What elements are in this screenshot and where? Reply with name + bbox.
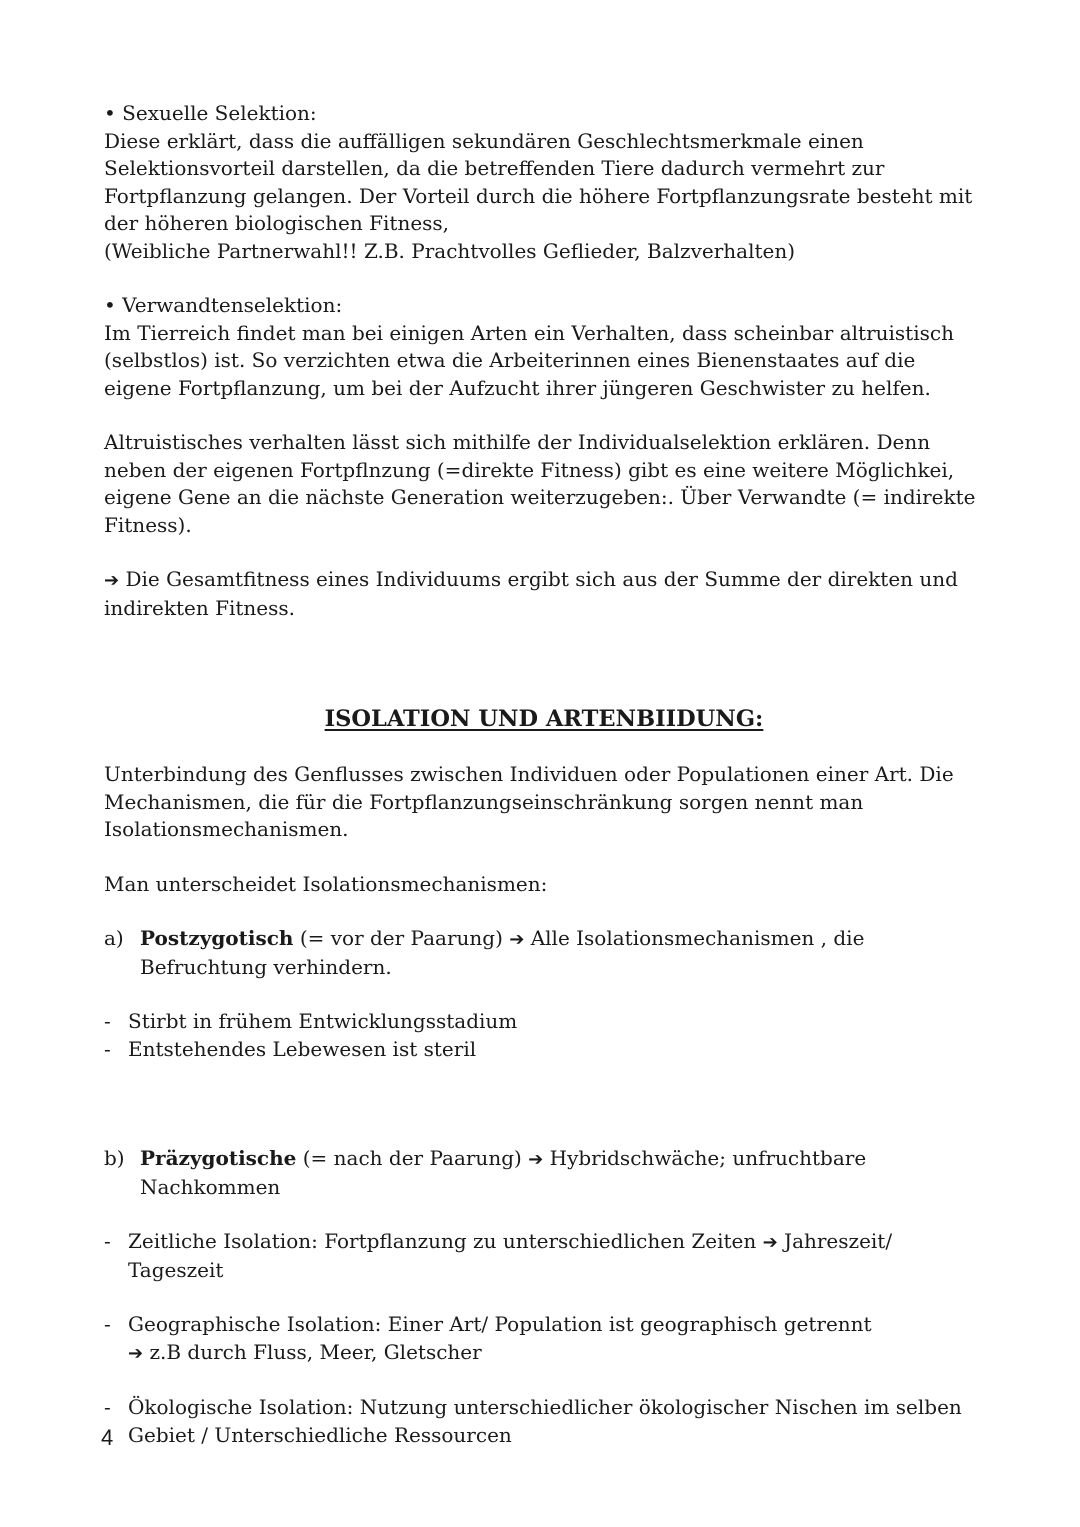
postzygotic-list xyxy=(104,1008,984,1063)
bullet-icon: • xyxy=(104,293,116,317)
sexual-selection-title xyxy=(104,100,984,128)
list-item-geographic-isolation xyxy=(104,1311,984,1367)
prezygotic-definition: (= nach der Paarung) xyxy=(296,1146,529,1170)
section-isolation xyxy=(104,704,984,1449)
dash-icon: - xyxy=(104,1009,111,1033)
temporal-isolation-result: Jahreszeit/ Tageszeit xyxy=(128,1229,893,1282)
dash-icon: - xyxy=(104,1312,111,1336)
prezygotic-text xyxy=(140,1145,984,1201)
prezygotic-item xyxy=(104,1145,984,1201)
spacer xyxy=(104,844,984,871)
geographic-isolation-result: z.B durch Fluss, Meer, Gletscher xyxy=(143,1339,482,1364)
list-item-ecological-isolation xyxy=(104,1394,984,1449)
page-content xyxy=(104,100,984,1449)
dash-icon: - xyxy=(104,1229,111,1253)
list-item-text: Entstehendes Lebewesen ist steril xyxy=(128,1036,477,1061)
dash-icon: - xyxy=(104,1395,111,1419)
spacer xyxy=(104,1367,984,1394)
spacer xyxy=(104,1063,984,1145)
geographic-isolation-text: Geographische Isolation: Einer Art/ Population ist geographisch getrennt xyxy=(128,1312,872,1336)
sexual-selection-note: (Weibliche Partnerwahl!! Z.B. Prachtvolles Geflieder, Balzverhalten) xyxy=(104,238,796,263)
temporal-isolation-description: Zeitliche Isolation: Fortpflanzung zu unterschiedlichen Zeiten xyxy=(128,1229,763,1253)
section-sexual-selection xyxy=(104,100,984,265)
spacer xyxy=(104,734,984,761)
item-label: a) xyxy=(104,926,124,950)
arrow-right-icon: ➔ xyxy=(128,1342,144,1364)
bullet-icon: • xyxy=(104,101,116,125)
temporal-isolation-text xyxy=(128,1228,984,1284)
spacer xyxy=(104,1284,984,1311)
postzygotic-item xyxy=(104,925,984,981)
list-item xyxy=(104,1036,984,1064)
prezygotic-list-geo xyxy=(104,1311,984,1367)
postzygotic-text xyxy=(140,925,984,981)
kin-selection-title xyxy=(104,292,984,320)
page-number: 4 xyxy=(101,1425,114,1450)
postzygotic-description: Alle Isolationsmechanismen , die Befruchtung verhindern. xyxy=(140,926,865,979)
section-kin-selection xyxy=(104,292,984,622)
sexual-selection-title-text: Sexuelle Selektion: xyxy=(122,101,317,125)
postzygotic-term: Postzygotisch xyxy=(140,926,294,950)
list-item-text: Stirbt in frühem Entwicklungsstadium xyxy=(128,1009,518,1033)
dash-icon: - xyxy=(104,1036,111,1061)
spacer xyxy=(104,981,984,1008)
fitness-conclusion-text: Die Gesamtfitness eines Individuums ergibt sich aus der Summe der direkten und indirekten Fitness. xyxy=(104,567,958,620)
postzygotic-definition: (= vor der Paarung) xyxy=(293,926,510,950)
geographic-isolation-example xyxy=(128,1340,482,1364)
arrow-right-icon: ➔ xyxy=(509,929,525,950)
spacer xyxy=(104,539,984,566)
spacer xyxy=(104,1201,984,1228)
sexual-selection-body: Diese erklärt, dass die auffälligen sekundären Geschlechtsmerkmale einen Selektionsvorteil darstellen, da die betreffenden Tiere dadurch vermehrt zur Fortpflanzung gelangen. Der Vorteil durch die höhere Fortpflanzungsrate besteht mit der höheren biologischen Fitness, xyxy=(104,128,973,235)
prezygotic-list xyxy=(104,1228,984,1284)
spacer xyxy=(104,622,984,704)
prezygotic-term: Präzygotische xyxy=(140,1146,297,1170)
list-item xyxy=(104,1008,984,1036)
item-label: b) xyxy=(104,1146,125,1170)
isolation-heading: ISOLATION UND ARTENBIIDUNG: xyxy=(324,706,764,732)
altruism-paragraph: Altruistisches verhalten lässt sich mithilfe der Individualselektion erklären. Denn neben der eigenen Fortpflnzung (=direkte Fitness) gibt es eine weitere Möglichkei, eigene Gene an die nächste Generation weiterzugeben:. Über Verwandte (= indirekte Fitness). xyxy=(104,430,976,537)
spacer xyxy=(104,898,984,925)
prezygotic-list-eco xyxy=(104,1394,984,1449)
arrow-right-icon: ➔ xyxy=(528,1149,544,1170)
arrow-right-icon: ➔ xyxy=(762,1232,778,1253)
arrow-right-icon: ➔ xyxy=(104,570,120,591)
fitness-conclusion xyxy=(104,566,984,622)
isolation-intro: Unterbindung des Genflusses zwischen Individuen oder Populationen einer Art. Die Mechanismen, die für die Fortpflanzungseinschränkung sorgen nennt man Isolationsmechanismen. xyxy=(104,762,954,841)
geographic-isolation-block xyxy=(128,1311,872,1367)
kin-selection-title-text: Verwandtenselektion: xyxy=(122,293,343,317)
ecological-isolation-text: Ökologische Isolation: Nutzung unterschiedlicher ökologischer Nischen im selben Gebiet / Unterschiedliche Ressourcen xyxy=(128,1395,962,1447)
list-item-temporal-isolation xyxy=(104,1228,984,1284)
kin-selection-body: Im Tierreich findet man bei einigen Arten ein Verhalten, dass scheinbar altruistisch (selbstlos) ist. So verzichten etwa die Arbeiterinnen eines Bienenstaates auf die eigene Fortpflanzung, um bei der Aufzucht ihrer jüngeren Geschwister zu helfen. xyxy=(104,320,954,400)
spacer xyxy=(104,265,984,292)
prezygotic-description: Hybridschwäche; unfruchtbare Nachkommen xyxy=(140,1146,867,1199)
isolation-types-intro: Man unterscheidet Isolationsmechanismen: xyxy=(104,871,548,896)
spacer xyxy=(104,402,984,429)
